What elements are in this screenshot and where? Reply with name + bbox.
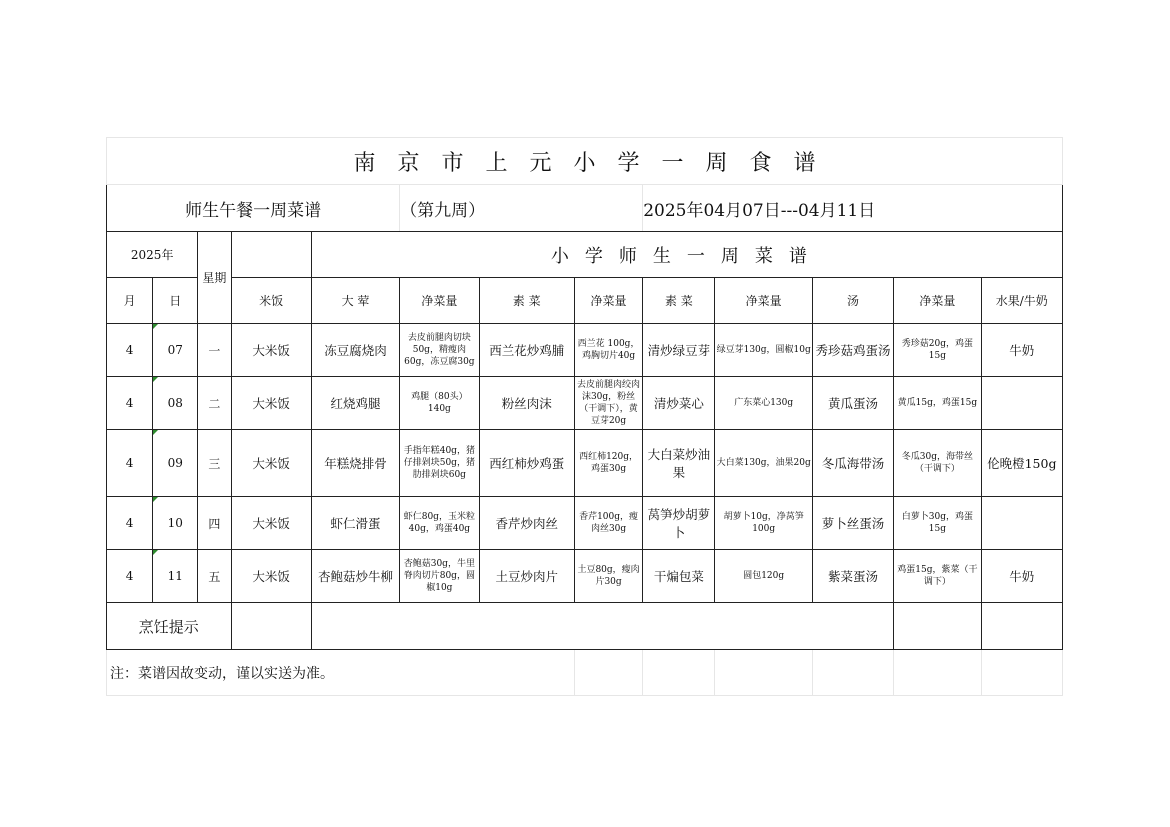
veg1-qty-cell: 土豆80g，瘦肉片30g [574,550,642,603]
main-dish-cell: 年糕烧排骨 [311,430,399,497]
col-main-qty: 净菜量 [400,278,479,324]
cooking-tip-cell [894,603,981,650]
table-row [107,377,1063,430]
day-cell: 11 [153,550,198,603]
col-rice: 米饭 [231,278,311,324]
col-soup: 汤 [812,278,893,324]
month-cell: 4 [107,550,153,603]
veg2-qty-cell: 绿豆芽130g，圆椒10g [715,324,812,377]
main-dish-cell: 红烧鸡腿 [311,377,399,430]
col-day: 日 [153,278,198,324]
veg2-qty-cell: 广东菜心130g [715,377,812,430]
weekday-cell: 三 [198,430,231,497]
main-qty-cell: 去皮前腿肉切块50g，精瘦肉60g，冻豆腐30g [400,324,479,377]
veg1-qty-cell: 西兰花 100g，鸡胸切片40g [574,324,642,377]
weekday-cell: 二 [198,377,231,430]
main-dish-cell: 冻豆腐烧肉 [311,324,399,377]
fruit-cell: 牛奶 [981,550,1062,603]
month-cell: 4 [107,430,153,497]
col-veg2: 素 菜 [643,278,715,324]
rice-cell: 大米饭 [231,430,311,497]
col-veg2-qty: 净菜量 [715,278,812,324]
veg2-cell: 莴笋炒胡萝卜 [643,497,715,550]
veg2-cell: 大白菜炒油果 [643,430,715,497]
veg2-cell: 干煸包菜 [643,550,715,603]
veg2-cell: 清炒菜心 [643,377,715,430]
soup-qty-cell: 白萝卜30g，鸡蛋15g [894,497,981,550]
month-cell: 4 [107,497,153,550]
soup-cell: 冬瓜海带汤 [812,430,893,497]
soup-cell: 黄瓜蛋汤 [812,377,893,430]
week-label: （第九周） [400,185,643,232]
weekday-header: 星期 [198,232,231,324]
table-row [107,324,1063,377]
veg1-qty-cell: 香芹100g，瘦肉丝30g [574,497,642,550]
day-cell: 09 [153,430,198,497]
weekday-cell: 四 [198,497,231,550]
veg1-qty-cell: 西红柿120g，鸡蛋30g [574,430,642,497]
rice-cell: 大米饭 [231,324,311,377]
cooking-tip-label: 烹饪提示 [107,603,232,650]
cooking-tip-content [311,603,893,650]
day-cell: 07 [153,324,198,377]
main-dish-cell: 虾仁滑蛋 [311,497,399,550]
year-label: 2025年 [107,232,198,278]
day-cell: 10 [153,497,198,550]
col-veg1-qty: 净菜量 [574,278,642,324]
soup-cell: 萝卜丝蛋汤 [812,497,893,550]
fruit-cell: 牛奶 [981,324,1062,377]
veg1-cell: 粉丝肉沫 [479,377,574,430]
month-cell: 4 [107,324,153,377]
soup-cell: 秀珍菇鸡蛋汤 [812,324,893,377]
main-qty-cell: 鸡腿（80头）140g [400,377,479,430]
cooking-tip-cell [231,603,311,650]
month-cell: 4 [107,377,153,430]
soup-qty-cell: 冬瓜30g，海带丝（干调下） [894,430,981,497]
veg2-qty-cell: 胡萝卜10g，净莴笋100g [715,497,812,550]
rice-cell: 大米饭 [231,377,311,430]
menu-table [106,137,1063,696]
rice-cell: 大米饭 [231,497,311,550]
main-dish-cell: 杏鲍菇炒牛柳 [311,550,399,603]
table-row [107,497,1063,550]
veg1-cell: 西红柿炒鸡蛋 [479,430,574,497]
col-month: 月 [107,278,153,324]
sub-title: 小学师生一周菜谱 [311,232,1062,278]
main-qty-cell: 杏鲍菇30g，牛里脊肉切片80g，圆椒10g [400,550,479,603]
fruit-cell [981,377,1062,430]
veg2-cell: 清炒绿豆芽 [643,324,715,377]
soup-qty-cell: 鸡蛋15g，紫菜（干调下） [894,550,981,603]
fruit-cell [981,497,1062,550]
header-left: 师生午餐一周菜谱 [107,185,400,232]
soup-qty-cell: 秀珍菇20g，鸡蛋15g [894,324,981,377]
day-cell: 08 [153,377,198,430]
soup-qty-cell: 黄瓜15g，鸡蛋15g [894,377,981,430]
table-row [107,550,1063,603]
main-qty-cell: 虾仁80g，玉米粒40g，鸡蛋40g [400,497,479,550]
veg2-qty-cell: 圆包120g [715,550,812,603]
weekday-cell: 一 [198,324,231,377]
soup-cell: 紫菜蛋汤 [812,550,893,603]
veg1-qty-cell: 去皮前腿肉绞肉沫30g，粉丝（干调下），黄豆芽20g [574,377,642,430]
veg2-qty-cell: 大白菜130g，油果20g [715,430,812,497]
veg1-cell: 香芹炒肉丝 [479,497,574,550]
rice-cell: 大米饭 [231,550,311,603]
page-title: 南京市上元小学一周食谱 [107,138,1063,185]
col-veg1: 素 菜 [479,278,574,324]
fruit-cell: 伦晚橙150g [981,430,1062,497]
col-fruit: 水果/牛奶 [981,278,1062,324]
cooking-tip-cell [981,603,1062,650]
veg1-cell: 土豆炒肉片 [479,550,574,603]
table-row [107,430,1063,497]
col-main: 大 荤 [311,278,399,324]
main-qty-cell: 手指年糕40g，猪仔排剁块50g，猪肋排剁块60g [400,430,479,497]
weekday-cell: 五 [198,550,231,603]
footnote: 注：菜谱因故变动，谨以实送为准。 [107,650,575,696]
veg1-cell: 西兰花炒鸡脯 [479,324,574,377]
date-range: 2025年04月07日---04月11日 [643,185,1063,232]
col-soup-qty: 净菜量 [894,278,981,324]
